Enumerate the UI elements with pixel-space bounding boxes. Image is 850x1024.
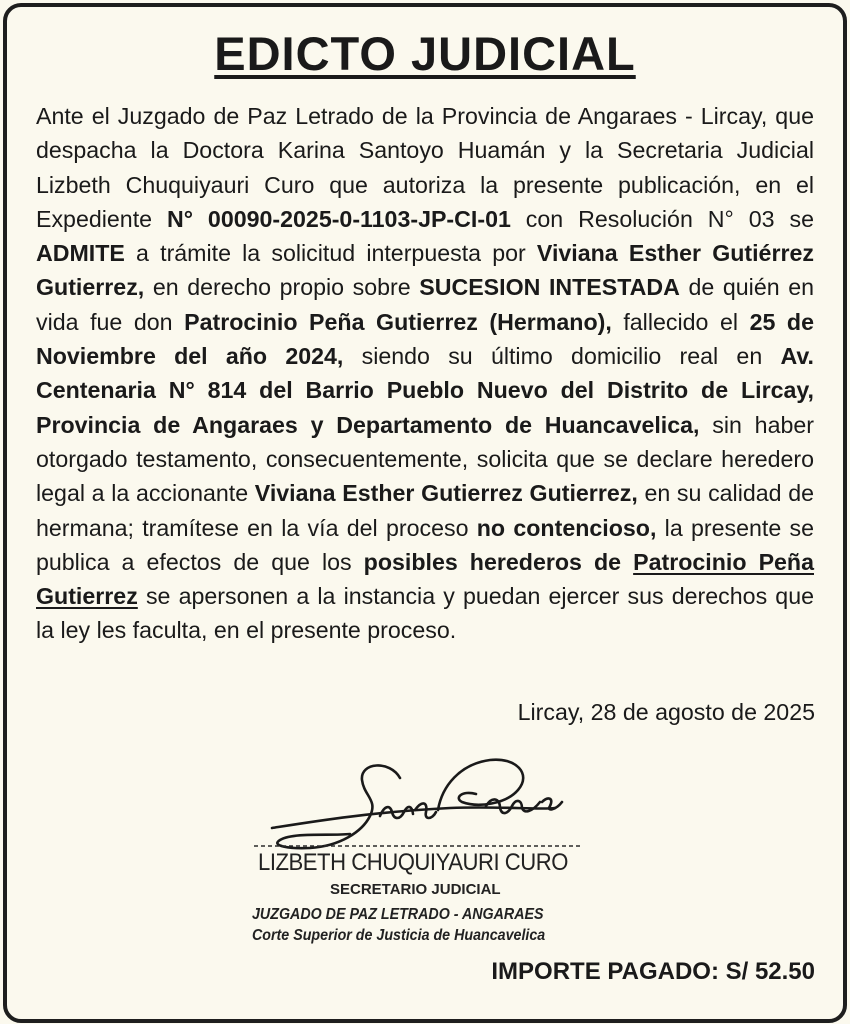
handwritten-signature [250, 750, 610, 860]
edict-body: Ante el Juzgado de Paz Letrado de la Provincia de Angaraes - Lircay, que despacha la Doctora Karina Santoyo Huamán y la Secretaria Judicial Lizbeth Chuquiyauri Curo que autoriza la presente publicación, en el Expediente N° 00090-2025-0-1103-JP-CI-01 con Resolución N° 03 se ADMITE a trámite la solicitud interpuesta por Viviana Esther Gutiérrez Gutierrez, en derecho propio sobre SUCESION INTESTADA de quién en vida fue don Patrocinio Peña Gutierrez (Hermano), fallecido el 25 de Noviembre del año 2024, siendo su último domicilio real en Av. Centenaria N° 814 del Barrio Pueblo Nuevo del Distrito de Lircay, Provincia de Angaraes y Departamento de Huancavelica, sin haber otorgado testamento, consecuentemente, solicita que se declare heredero legal a la accionante Viviana Esther Gutierrez Gutierrez, en su calidad de hermana; tramítese en la vía del proceso no contencioso, la presente se publica a efectos de que los posibles herederos de Patrocinio Peña Gutierrez se apersonen a la instancia y puedan ejercer sus derechos que la ley les faculta, en el presente proceso. [36, 103, 815, 644]
signatory-name: LIZBETH CHUQUIYAURI CURO [258, 849, 568, 876]
edict-title: EDICTO JUDICIAL [214, 27, 636, 80]
signatory-court: JUZGADO DE PAZ LETRADO - ANGARAES [252, 906, 544, 923]
amount-paid: IMPORTE PAGADO: S/ 52.50 [491, 958, 815, 985]
signatory-court-full: Corte Superior de Justicia de Huancavelica [252, 927, 546, 944]
edict-date: Lircay, 28 de agosto de 2025 [517, 699, 815, 725]
signature-block [250, 750, 610, 950]
signatory-role: SECRETARIO JUDICIAL [330, 881, 501, 898]
